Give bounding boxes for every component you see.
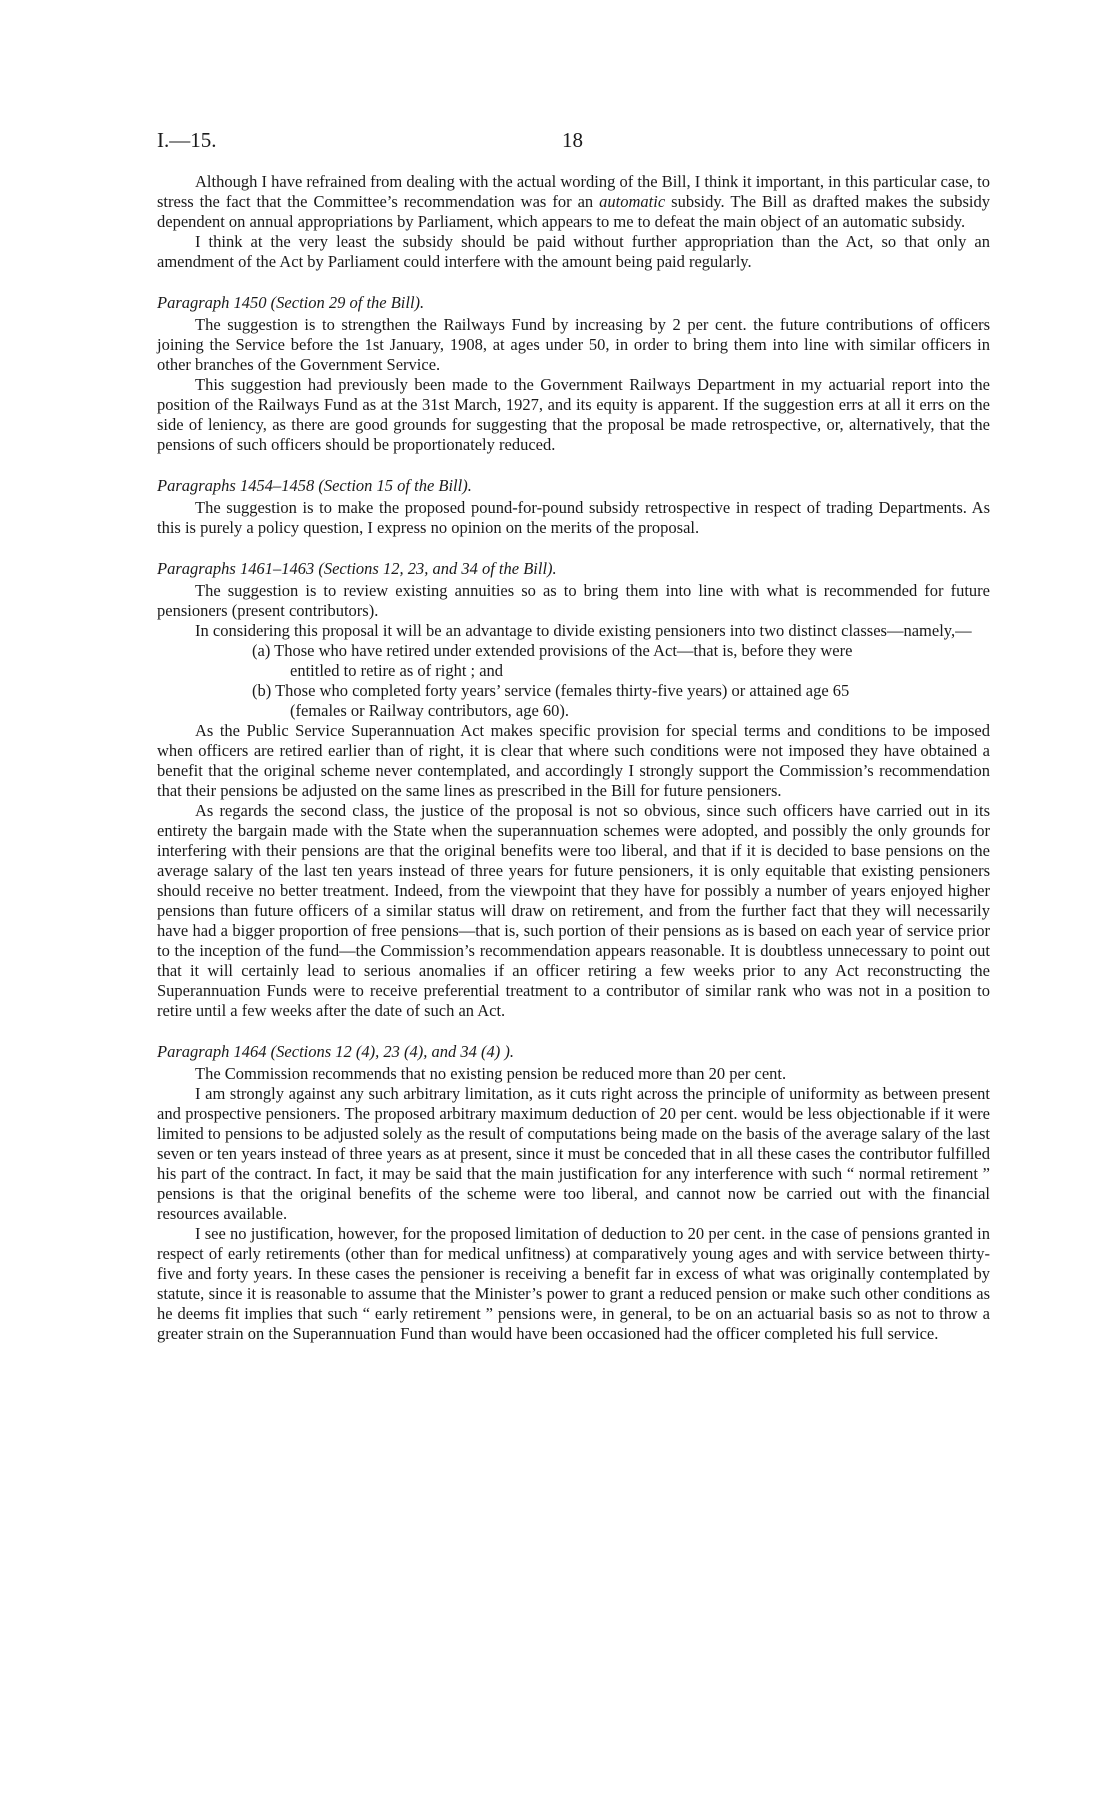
section-heading-1464: Paragraph 1464 (Sections 12 (4), 23 (4), and 34 (4) ). [157, 1042, 514, 1061]
intro-paragraph-1 [157, 172, 990, 232]
document-page [157, 128, 990, 1344]
section-1461-paragraph-2: In considering this proposal it will be an advantage to divide existing pensioners into two distinct classes—namely,— [195, 621, 972, 640]
intro-paragraph-2: I think at the very least the subsidy should be paid without further appropriation than the Act, so that only an amendment of the Act by Parliament could interfere with the amount being paid regularly. [157, 232, 990, 271]
section-1450-paragraph-2: This suggestion had previously been made to the Government Railways Department in my actuarial report into the position of the Railways Fund as at the 31st March, 1927, and its equity is apparent. If the suggestion errs at all it errs on the side of leniency, as there are good grounds for suggesting that the proposal be made retrospective, or, alternatively, that the pensions of such officers should be proportionately reduced. [157, 375, 990, 454]
section-1464-paragraph-2: I am strongly against any such arbitrary limitation, as it cuts right across the principle of uniformity as between present and prospective pensioners. The proposed arbitrary maximum deduction of 20 per cent. would be less objectionable if it were limited to pensions to be adjusted solely as the result of computations being made on the basis of the average salary of the last seven or ten years instead of three years as at present, since it must be conceded that in all these cases the contributor fulfilled his part of the contract. In fact, it may be said that the main justification for any interference with such “ normal retirement ” pensions is that the original benefits of the scheme were too liberal, and cannot now be carried out with the financial resources available. [157, 1084, 990, 1223]
intro-p1-emphasis: automatic [599, 192, 666, 211]
page-number: 18 [562, 128, 583, 152]
section-1464-paragraph-1: The Commission recommends that no existing pension be reduced more than 20 per cent. [195, 1064, 787, 1083]
document-reference: I.—15. [157, 128, 217, 152]
section-1461-paragraph-1: The suggestion is to review existing annuities so as to bring them into line with what is recommended for future pensioners (present contributors). [157, 581, 990, 620]
list-item-a-label: (a) [252, 641, 271, 660]
section-heading-1461: Paragraphs 1461–1463 (Sections 12, 23, and 34 of the Bill). [157, 559, 557, 578]
list-item-a-line1: Those who have retired under extended provisions of the Act—that is, before they were [274, 641, 853, 660]
page-header [157, 128, 990, 158]
list-item-b [157, 681, 990, 721]
section-heading-1454: Paragraphs 1454–1458 (Section 15 of the Bill). [157, 476, 472, 495]
list-item-a-line2: entitled to retire as of right ; and [290, 661, 504, 680]
section-1461-paragraph-3: As the Public Service Superannuation Act makes specific provision for special terms and conditions to be imposed when officers are retired earlier than of right, it is clear that where such conditions were not imposed they have obtained a benefit that the original scheme never contemplated, and accordingly I strongly support the Commission’s recommendation that their pensions be adjusted on the same lines as prescribed in the Bill for future pensioners. [157, 721, 990, 800]
list-item-a [157, 641, 990, 681]
section-1450-paragraph-1: The suggestion is to strengthen the Railways Fund by increasing by 2 per cent. the future contributions of officers joining the Service before the 1st January, 1908, at ages under 50, in order to bring them into line with similar officers in other branches of the Government Service. [157, 315, 990, 374]
section-1464-paragraph-3: I see no justification, however, for the proposed limitation of deduction to 20 per cent. in the case of pensions granted in respect of early retirements (other than for medical unfitness) at comparatively young ages and with service between thirty-five and forty years. In these cases the pensioner is receiving a benefit far in excess of what was originally contemplated by statute, since it is reasonable to assume that the Minister’s power to grant a reduced pension or make such other conditions as he deems fit implies that such “ early retirement ” pensions were, in general, to be on an actuarial basis so as not to throw a greater strain on the Superannuation Fund than would have been occasioned had the officer completed his full service. [157, 1224, 990, 1343]
section-1461-paragraph-4: As regards the second class, the justice of the proposal is not so obvious, since such officers have carried out in its entirety the bargain made with the State when the superannuation schemes were adopted, and possibly the only grounds for interfering with their pensions are that the original benefits were too liberal, and that if it is decided to base pensions on the average salary of the last ten years instead of three years for future pensioners, it is only equitable that existing pensioners should receive no better treatment. Indeed, from the viewpoint that they have for possibly a number of years enjoyed higher pensions than future officers of a similar status will draw on retirement, and from the further fact that they will necessarily have had a bigger proportion of free pensions—that is, such portion of their pensions as is based on each year of service prior to the inception of the fund—the Commission’s recommendation appears reasonable. It is doubtless unnecessary to point out that it will certainly lead to serious anomalies if an officer retiring a few weeks prior to any Act reconstructing the Superannuation Funds were to receive preferential treatment to a contributor of similar rank who was not in a position to retire until a few weeks after the date of such an Act. [157, 801, 990, 1020]
section-heading-1450: Paragraph 1450 (Section 29 of the Bill). [157, 293, 425, 312]
list-item-b-line1: Those who completed forty years’ service (females thirty-five years) or attained age 65 [275, 681, 850, 700]
list-item-b-label: (b) [252, 681, 272, 700]
section-1454-paragraph-1: The suggestion is to make the proposed pound-for-pound subsidy retrospective in respect of trading Departments. As this is purely a policy question, I express no opinion on the merits of the proposal. [157, 498, 990, 537]
intro-p1-text-end: subsidy. The Bill as drafted makes the subsidy dependent on annual appropriations by Parliament, which appears to me to defeat the main object of an automatic subsidy. [157, 192, 990, 231]
list-item-b-line2: (females or Railway contributors, age 60). [290, 701, 570, 720]
intro-p1-text-start: Although I have refrained from dealing with the actual wording of the Bill, I think it important, in this particular case, to stress the fact that the Committee’s recommendation was for an [157, 172, 990, 211]
